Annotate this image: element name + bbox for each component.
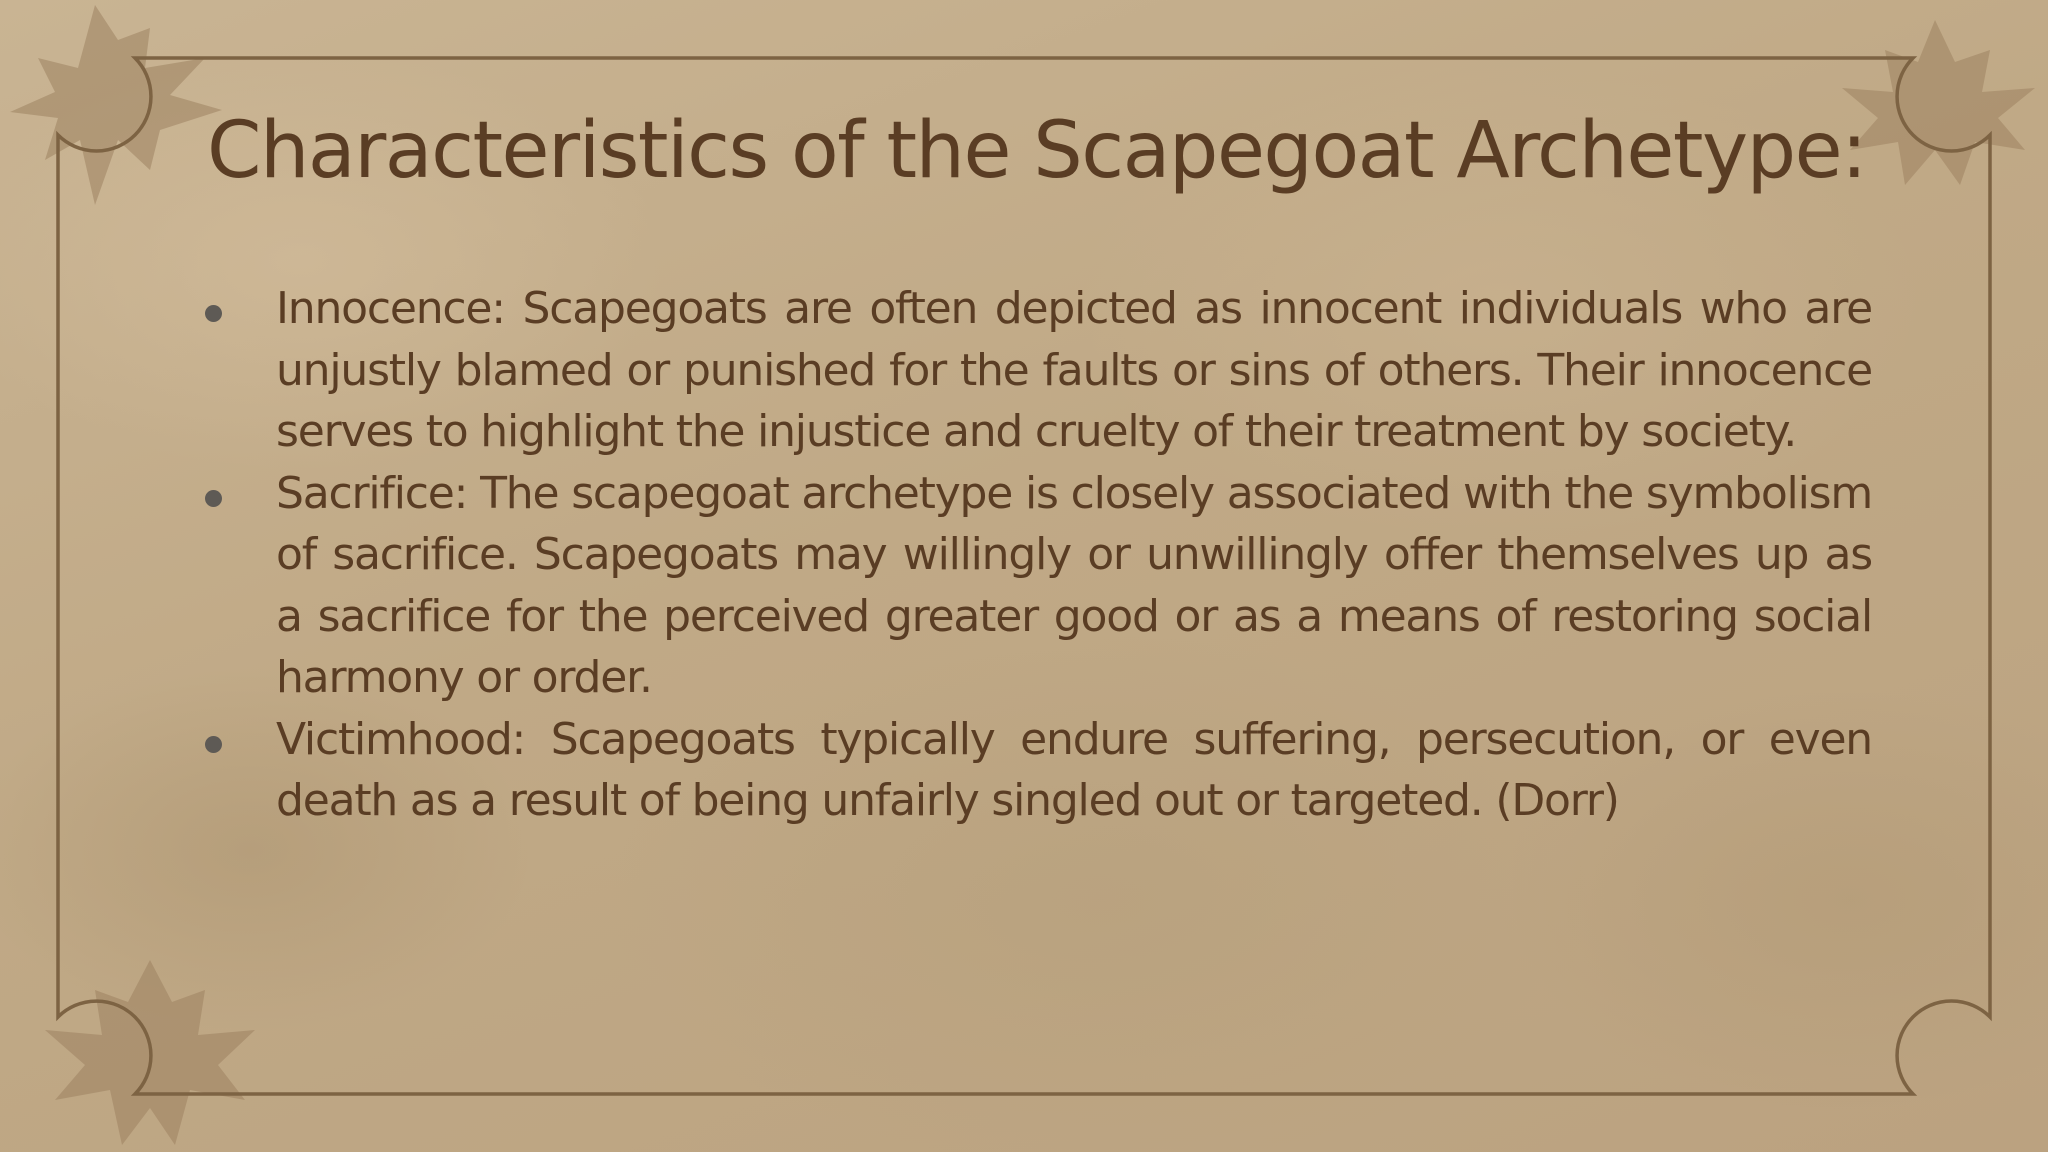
- bullet-text-innocence: Innocence: Scapegoats are often depicted as innocent individuals who are unjustly blamed or punished for the faults or sins of others. Their innocence serves to highlight the injustice and cruelty of their treatment by society.: [276, 283, 1872, 457]
- maple-leaf-icon: [10, 5, 222, 205]
- bullet-dot-icon: [205, 736, 222, 753]
- bullet-list: [200, 278, 1872, 832]
- bullet-text-sacrifice: Sacrifice: The scapegoat archetype is closely associated with the symbolism of sacrifice. Scapegoats may willingly or unwillingly offer themselves up as a sacrifice for the perceived greater good or as a means of restoring social harmony or order.: [276, 467, 1872, 703]
- list-item: [200, 709, 1872, 832]
- bullet-dot-icon: [205, 305, 222, 322]
- slide-title: Characteristics of the Scapegoat Archetype:: [207, 106, 1866, 196]
- bullet-dot-icon: [205, 490, 222, 507]
- list-item: [200, 463, 1872, 709]
- bullet-text-victimhood: Victimhood: Scapegoats typically endure suffering, persecution, or even death as a result of being unfairly singled out or targeted. (Dorr): [276, 713, 1872, 826]
- list-item: [200, 278, 1872, 463]
